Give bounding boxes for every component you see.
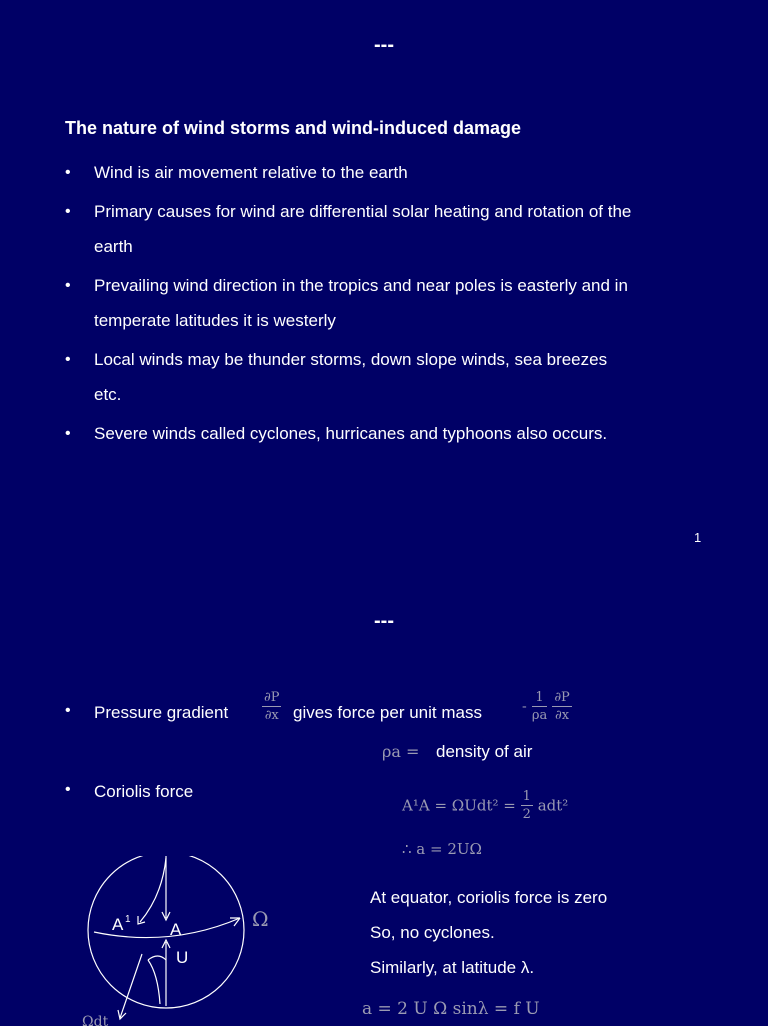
pressure-gradient-label: Pressure gradient xyxy=(94,703,229,722)
label-u: U xyxy=(176,948,189,967)
bullet-item xyxy=(65,268,725,338)
equation-latitude: a = 2 U Ω sinλ = f U xyxy=(362,999,540,1019)
fraction-denominator: ρa xyxy=(531,708,548,723)
equation-right: adt² xyxy=(537,796,569,815)
fraction-denominator: ∂x xyxy=(555,708,570,723)
bullet-dot: • xyxy=(65,702,71,719)
omegadt-line xyxy=(120,954,142,1018)
bullet-text-cont: temperate latitudes it is westerly xyxy=(94,311,336,330)
bullet-dot: • xyxy=(65,277,71,294)
slide-1-title: The nature of wind storms and wind-induced damage xyxy=(65,118,522,138)
equator-note-2: So, no cyclones. xyxy=(370,923,495,942)
fraction-denominator: 2 xyxy=(522,807,531,822)
label-a1-superscript: 1 xyxy=(125,914,131,925)
bullet-text: Local winds may be thunder storms, down slope winds, sea breezes xyxy=(94,350,608,369)
bullet-list xyxy=(65,155,725,455)
minus-sign: - xyxy=(522,698,527,715)
rotated-path xyxy=(148,960,160,1004)
label-omega: Ω xyxy=(252,907,269,931)
bullet-text-cont: etc. xyxy=(94,385,122,404)
bullet-text-cont: earth xyxy=(94,237,133,256)
fraction-numerator: ∂P xyxy=(554,690,570,705)
label-a1: A xyxy=(112,915,124,934)
force-label: gives force per unit mass xyxy=(293,703,482,722)
bullet-dot: • xyxy=(65,164,71,181)
slide-2-header: --- xyxy=(374,610,394,632)
equation-coriolis-1 xyxy=(402,788,568,823)
rho-symbol: ρa = xyxy=(382,742,420,761)
bullet-item xyxy=(65,155,725,190)
page-number: 1 xyxy=(694,530,702,545)
bullet-text: Wind is air movement relative to the earth xyxy=(94,163,408,182)
bullet-item xyxy=(65,194,725,264)
force-expression xyxy=(522,689,572,724)
bullet-item xyxy=(65,342,725,412)
slide-2 xyxy=(0,576,768,1024)
slide-1-header: --- xyxy=(374,34,394,56)
equation-coriolis-2: ∴ a = 2UΩ xyxy=(402,840,482,858)
bullet-dot: • xyxy=(65,781,71,798)
equator-note-1: At equator, coriolis force is zero xyxy=(370,888,608,907)
density-label: density of air xyxy=(436,742,533,761)
fraction-numerator: 1 xyxy=(532,689,547,707)
fraction-denominator: ∂x xyxy=(264,708,279,723)
equation-left: A¹A = ΩUdt² = xyxy=(402,796,516,815)
bullet-item xyxy=(65,416,725,451)
bullet-text: Prevailing wind direction in the tropics and near poles is easterly and in xyxy=(94,276,628,295)
equator-note-3: Similarly, at latitude λ. xyxy=(370,958,535,977)
pressure-gradient-fraction xyxy=(262,689,281,724)
angle-arc xyxy=(148,956,166,960)
fraction-numerator: ∂P xyxy=(264,690,280,705)
bullet-dot: • xyxy=(65,351,71,368)
bullet-text: Primary causes for wind are differential solar heating and rotation of the xyxy=(94,202,632,221)
bullet-dot: • xyxy=(65,203,71,220)
bullet-text: Severe winds called cyclones, hurricanes and typhoons also occurs. xyxy=(94,424,608,443)
label-a: A xyxy=(170,920,182,939)
bullet-dot: • xyxy=(65,425,71,442)
fraction-numerator: 1 xyxy=(522,789,531,804)
coriolis-earth-diagram xyxy=(80,856,280,1026)
coriolis-label: Coriolis force xyxy=(94,782,194,801)
label-omegadt: Ωdt xyxy=(82,1014,109,1026)
